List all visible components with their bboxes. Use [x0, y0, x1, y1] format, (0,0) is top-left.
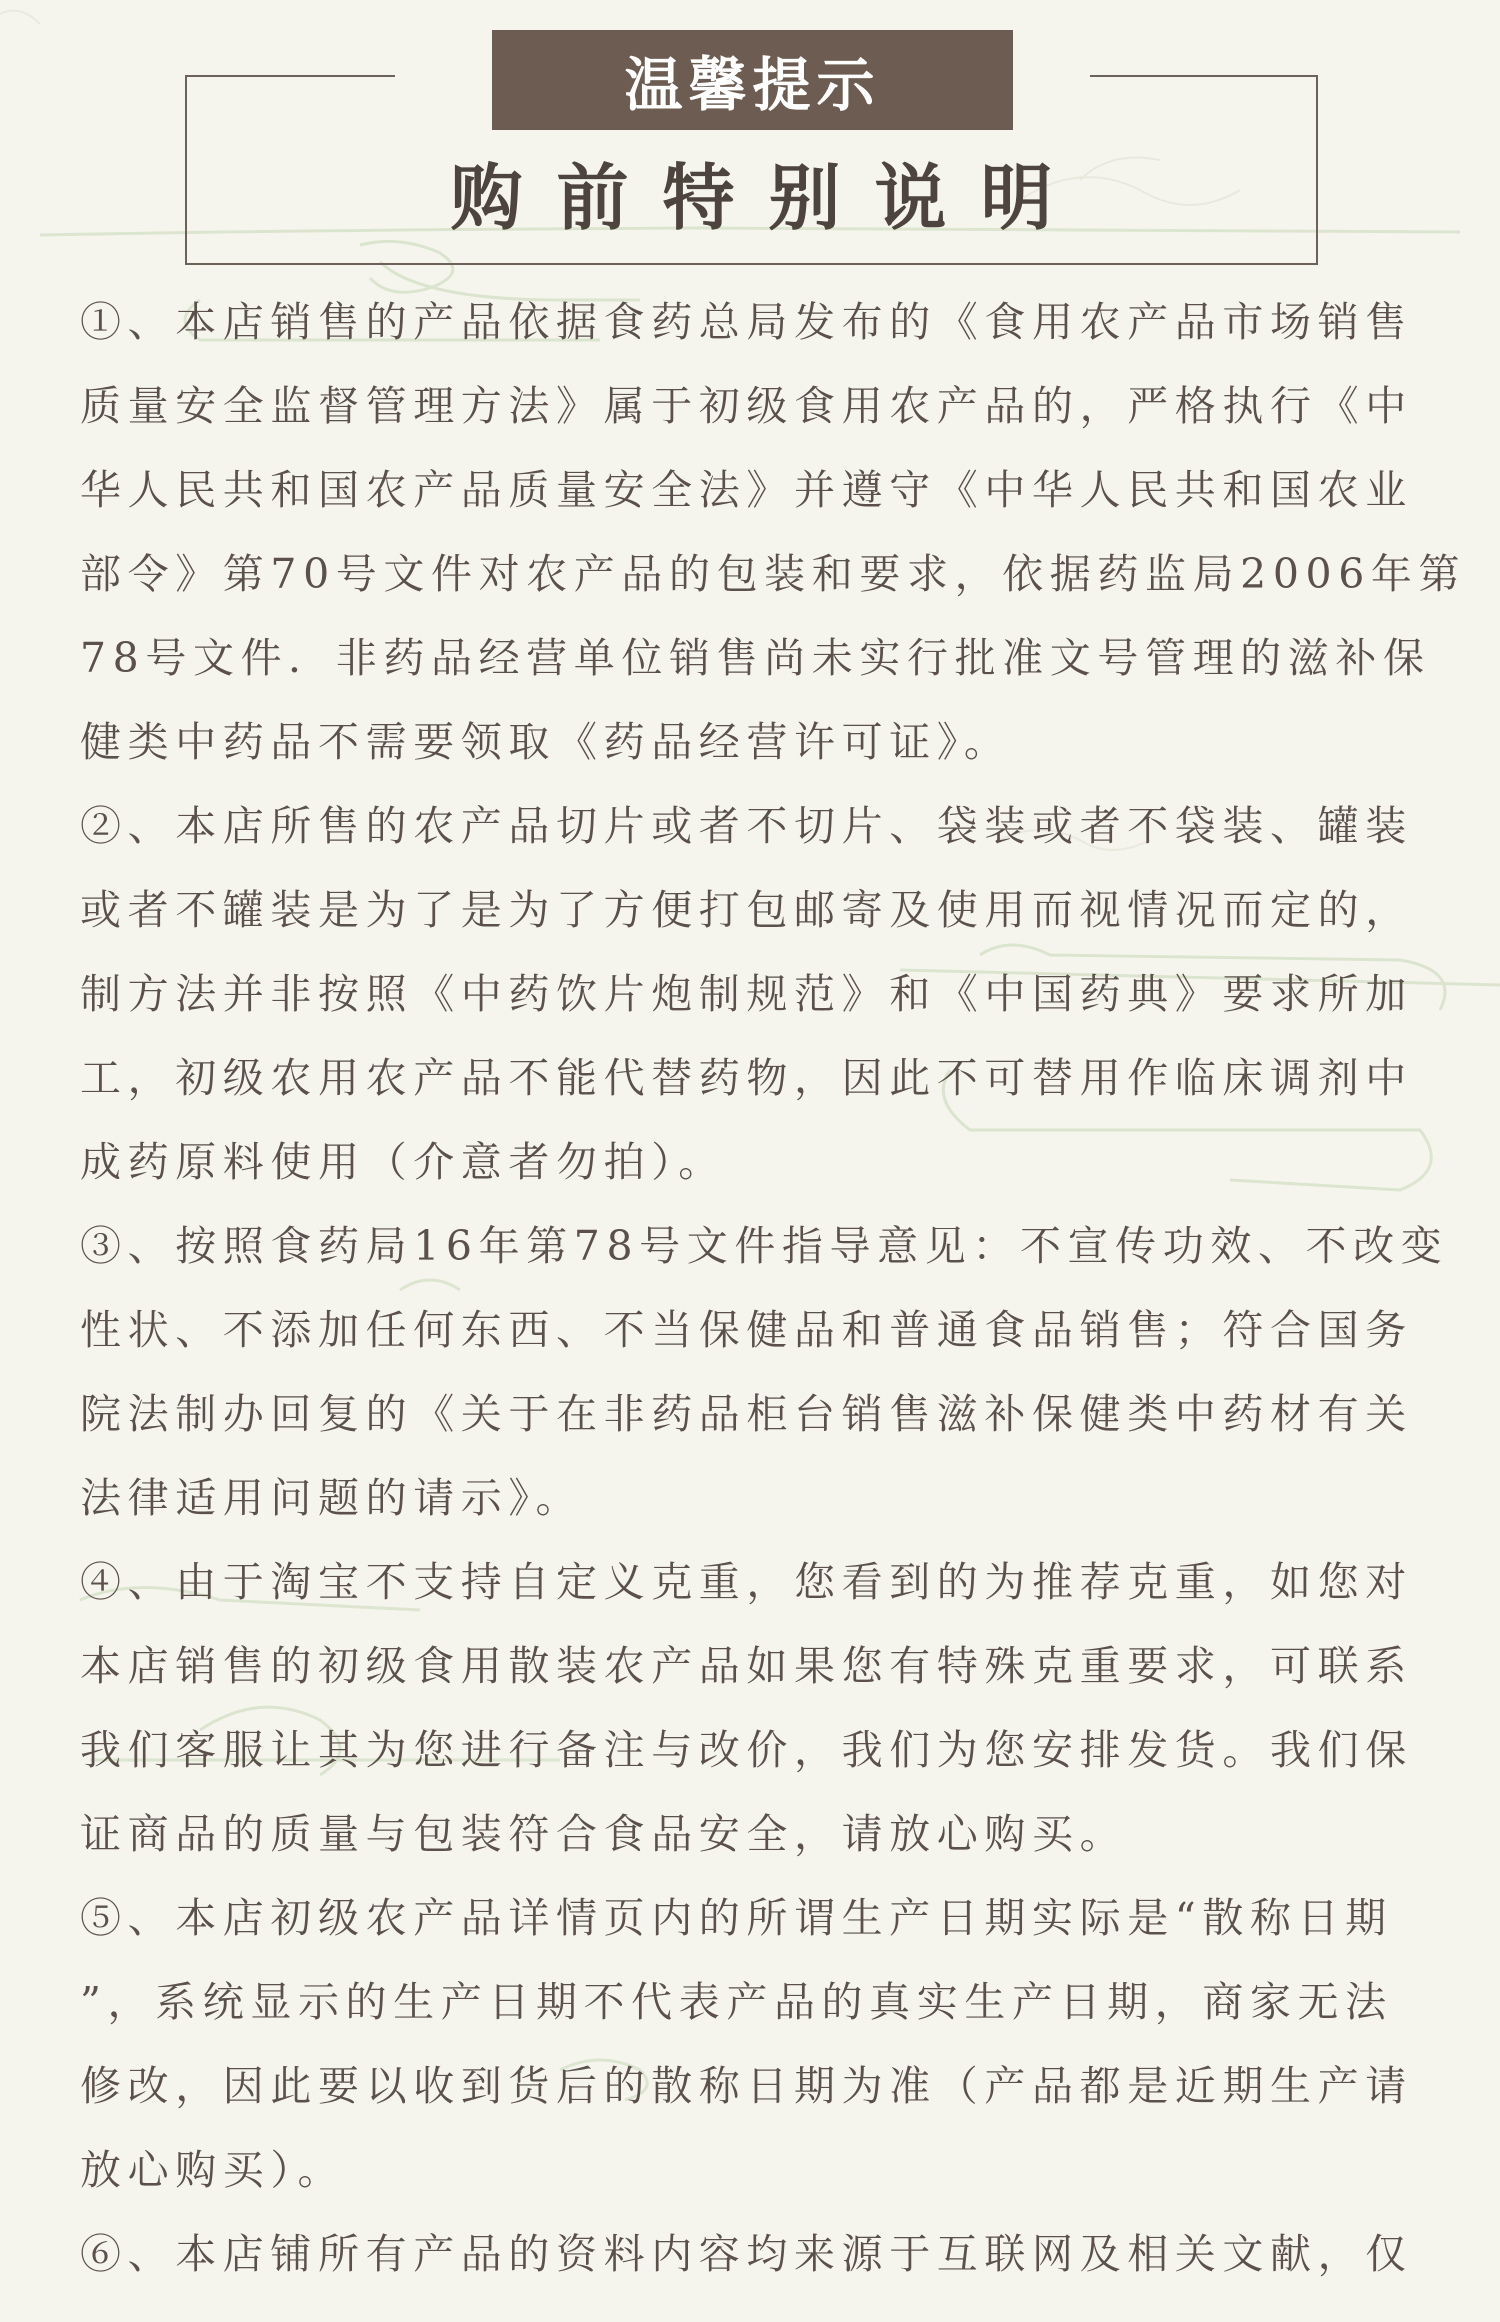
note-3 — [80, 1204, 1449, 1540]
note-line: ③、按照食药局16年第78号文件指导意见：不宣传功效、不改变 — [80, 1222, 1449, 1270]
note-line: 证商品的质量与包装符合食品安全，请放心购买。 — [80, 1810, 1128, 1858]
tip-banner: 温馨提示 — [492, 30, 1013, 130]
note-4 — [80, 1540, 1425, 1876]
note-line: 本店销售的初级食用散装农产品如果您有特殊克重要求，可联系 — [80, 1642, 1413, 1690]
note-line: 部令》第70号文件对农产品的包装和要求，依据药监局2006年第 — [80, 550, 1467, 598]
note-line: 修改，因此要以收到货后的散称日期为准（产品都是近期生产请 — [80, 2062, 1413, 2110]
note-line: ”，系统显示的生产日期不代表产品的真实生产日期，商家无法 — [80, 1978, 1393, 2026]
note-line: 华人民共和国农产品质量安全法》并遵守《中华人民共和国农业 — [80, 466, 1413, 514]
note-line: 院法制办回复的《关于在非药品柜台销售滋补保健类中药材有关 — [80, 1390, 1413, 1438]
note-6 — [80, 2212, 1425, 2296]
note-line: 成药原料使用（介意者勿拍）。 — [80, 1138, 726, 1186]
header-frame-top-line-left — [185, 75, 395, 77]
note-line: 制方法并非按照《中药饮片炮制规范》和《中国药典》要求所加 — [80, 970, 1413, 1018]
page-title: 购前特别说明 — [450, 156, 1087, 240]
note-line: ①、本店销售的产品依据食药总局发布的《食用农产品市场销售 — [80, 298, 1413, 346]
note-1 — [80, 280, 1467, 784]
note-line: 法律适用问题的请示》。 — [80, 1474, 584, 1522]
note-2 — [80, 784, 1425, 1204]
note-line: 或者不罐装是为了是为了方便打包邮寄及使用而视情况而定的， — [80, 886, 1413, 934]
note-line: 我们客服让其为您进行备注与改价，我们为您安排发货。我们保 — [80, 1726, 1413, 1774]
note-line: 健类中药品不需要领取《药品经营许可证》。 — [80, 718, 1012, 766]
note-line: ⑤、本店初级农产品详情页内的所谓生产日期实际是“散称日期 — [80, 1894, 1393, 1942]
note-line: 放心购买）。 — [80, 2146, 346, 2194]
note-line: ②、本店所售的农产品切片或者不切片、袋装或者不袋装、罐装 — [80, 802, 1413, 850]
note-line: 质量安全监督管理方法》属于初级食用农产品的，严格执行《中 — [80, 382, 1413, 430]
note-line: ④、由于淘宝不支持自定义克重，您看到的为推荐克重，如您对 — [80, 1558, 1413, 1606]
note-5 — [80, 1876, 1425, 2212]
header-frame-top-line-right — [1090, 75, 1318, 77]
note-line: ⑥、本店铺所有产品的资料内容均来源于互联网及相关文献，仅 — [80, 2230, 1413, 2278]
note-line: 性状、不添加任何东西、不当保健品和普通食品销售；符合国务 — [80, 1306, 1413, 1354]
note-line: 78号文件．非药品经营单位销售尚未实行批准文号管理的滋补保 — [80, 634, 1431, 682]
notes-list — [80, 280, 1467, 2296]
note-line: 工，初级农用农产品不能代替药物，因此不可替用作临床调剂中 — [80, 1054, 1413, 1102]
